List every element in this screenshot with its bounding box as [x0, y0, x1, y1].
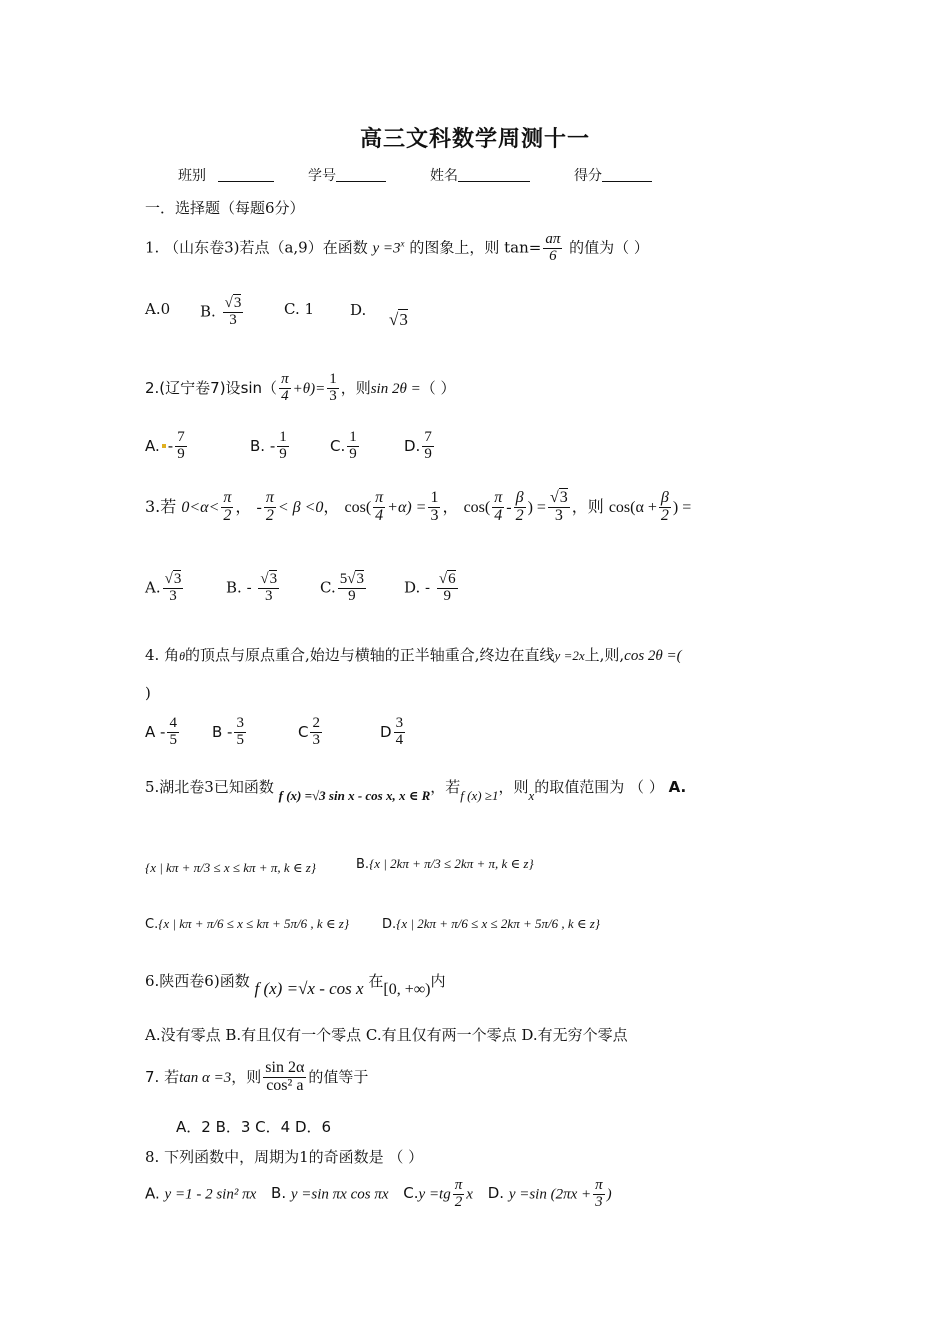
q3-option-a: A. $\frac{√3}{3}$ [145, 571, 182, 604]
q3-option-d: D. - $\frac{√6}{9}$ [404, 571, 456, 604]
question-4: 4. 角θ的顶点与原点重合,始边与横轴的正半轴重合,终边在直线y =2x上,则,cos 2θ =( [145, 646, 682, 664]
q3-option-b: B. - $\frac{√3}{3}$ [226, 571, 278, 604]
question-8: 8. 下列函数中，周期为1的奇函数是 （ ） [145, 1148, 424, 1166]
q8-option-b-label: B. [271, 1184, 287, 1203]
score-field [574, 165, 652, 185]
number-blank [336, 167, 386, 182]
q2-expression: sin 2θ = [370, 380, 421, 397]
q1-tan: tan= [504, 238, 542, 257]
marker-dot [162, 444, 166, 448]
q8-option-b: y =sin πx cos πx [290, 1186, 389, 1203]
q1-option-b: B. $\frac{√3}{3}$ [200, 295, 242, 328]
name-field [430, 165, 530, 185]
q5-option-a: {x | kπ + π/3 ≤ x ≤ kπ + π, k ∈ z} [145, 860, 316, 875]
question-1 [145, 232, 649, 265]
q2-option-b: B. - $\frac{1}{9}$ [250, 429, 287, 462]
q7-options: A．2 B．3 C．4 D．6 [176, 1118, 332, 1136]
section-heading: 一．选择题（每题6分） [145, 199, 305, 217]
question-5: 5.湖北卷3已知函数 f (x) =√3 sin x - cos x, x ∈ R，若f (x) ≥1，则x的取值范围为 （ ） A. [145, 778, 687, 803]
q5-option-b: B.{x | 2kπ + π/3 ≤ 2kπ + π, k ∈ z} [356, 856, 534, 872]
question-6: 6.陕西卷6)函数 f (x) =√x - cos x 在[0, +∞)内 [145, 972, 446, 998]
score-label: 得分 [574, 168, 602, 184]
q3-stem: 3.若 [145, 496, 177, 516]
q3-option-c: C. $\frac{5√3}{9}$ [320, 571, 364, 604]
page-title: 高三文科数学周测十一 [359, 127, 590, 152]
q8-option-a-label: A. [145, 1184, 160, 1203]
q8-option-c: y =tg [418, 1186, 451, 1203]
q5-option-d: D.{x | 2kπ + π/6 ≤ x ≤ 2kπ + 5π/6 , k ∈ z} [382, 916, 600, 932]
q8-option-c-label: C. [403, 1184, 419, 1203]
q8-option-d-label: D. [487, 1184, 505, 1203]
q2-option-d: D. $\frac{7}{9}$ [404, 429, 432, 462]
q5-option-a-label: A. [668, 778, 687, 796]
question-2: 2.(辽宁卷7)设sin（ $\frac{\pi}{4}$ +θ)= $\frac{1}{3}$ ，则sin 2θ =（ ） [145, 371, 456, 404]
name-label: 姓名 [430, 168, 458, 184]
q1-suffix: 的值为（ ） [569, 238, 649, 257]
class-field [178, 165, 274, 185]
q1-option-c: C. 1 [284, 300, 315, 318]
q5-option-c: C.{x | kπ + π/6 ≤ x ≤ kπ + 5π/6 , k ∈ z} [145, 916, 350, 932]
q1-mid: 的图象上，则 [409, 238, 500, 257]
q4-option-a: A - $\frac{4}{5}$ [145, 715, 177, 748]
name-blank [458, 167, 530, 182]
q4-option-d: D $\frac{3}{4}$ [380, 715, 404, 748]
q2-option-a: A. - $\frac{7}{9}$ [145, 429, 185, 462]
q2-stem: 2.(辽宁卷7)设 [145, 378, 241, 397]
question-7: 7. 若tan α =3，则 $\frac{\sin 2\alpha}{\text{cos² a}}$ 的值等于 [145, 1059, 369, 1094]
score-blank [602, 167, 652, 182]
q2-sin: sin（ [240, 378, 278, 397]
q1-stem: 1. （山东卷3)若点（a,9）在函数 [145, 238, 368, 257]
q1-fraction: $\frac{a\pi}{6}$ [545, 231, 561, 264]
q8-option-d: y =sin (2πx + [508, 1186, 592, 1203]
q1-option-a: A.0 [145, 300, 171, 318]
class-blank [218, 167, 274, 182]
q1-exponent: x [400, 238, 405, 249]
q8-option-a: y =1 - 2 sin² πx [164, 1186, 257, 1203]
q1-function: y =3 [372, 240, 401, 257]
q1-option-d: D. √3 [350, 301, 408, 329]
question-3: 3.若 0<α< $\frac{\pi}{2}$ ， - $\frac{\pi}{2}$ < β <0， cos( $\frac{\pi}{4}$ +α) = $\frac{1}{3}$ ， cos( $\frac{\pi}{4}$ - $\frac{\beta}{2}$ ) = $\frac{√3}{3}$ ，则 cos(α + $\frac{\beta}{2}$ ) = [145, 489, 692, 524]
q4-option-c: C $\frac{2}{3}$ [298, 715, 320, 748]
number-label: 学号 [308, 168, 336, 184]
q4-option-b: B - $\frac{3}{5}$ [212, 715, 244, 748]
q5-function: f (x) =√3 sin x - cos x, x ∈ R [278, 788, 431, 803]
q6-function: f (x) =√x - cos x [254, 979, 364, 998]
q6-options: A.没有零点 B.有且仅有一个零点 C.有且仅有两一个零点 D.有无穷个零点 [145, 1026, 628, 1044]
q4-close-paren: ) [145, 684, 151, 702]
number-field [308, 165, 386, 185]
q2-option-c: C. $\frac{1}{9}$ [330, 429, 357, 462]
class-label: 班别 [178, 168, 206, 184]
q8-options: A. y =1 - 2 sin² πx B. y =sin πx cos πx C.y =tg $\frac{\pi}{2}$ x D. y =sin (2πx + $\frac{\pi}{3}$ ) [145, 1177, 612, 1210]
